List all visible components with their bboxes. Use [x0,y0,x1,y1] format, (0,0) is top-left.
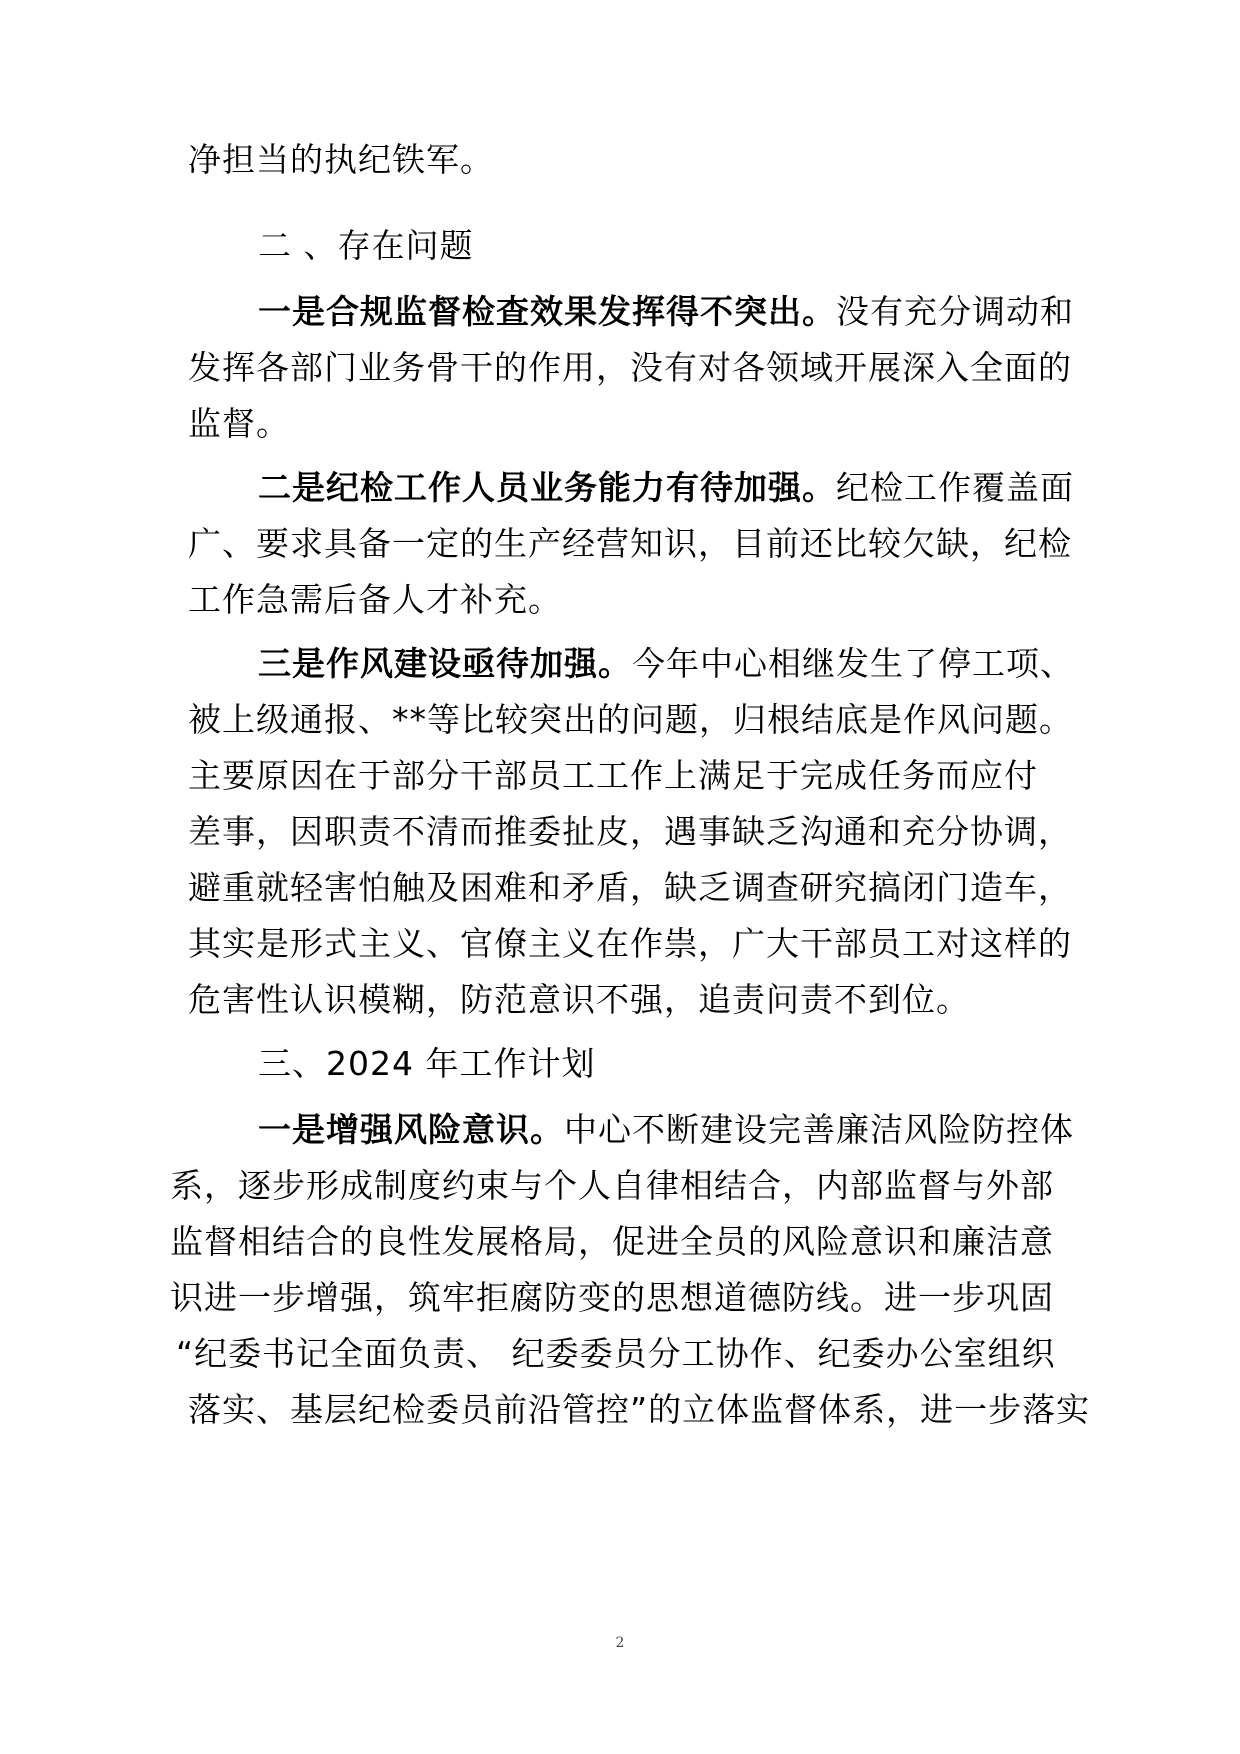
text-line: 监督相结合的良性发展格局，促进全员的风险意识和廉洁意 [170,1222,1054,1261]
page-number: 2 [615,1635,625,1651]
text-line: 系，逐步形成制度约束与个人自律相结合，内部监督与外部 [170,1166,1054,1205]
text-run: 没有充分调动和 [836,292,1074,331]
text-line: 其实是形式主义、官僚主义在作祟，广大干部员工对这样的 [188,924,1072,963]
text-run: 中心不断建设完善廉洁风险防控体 [564,1110,1074,1149]
text-line: 差事，因职责不清而推委扯皮，遇事缺乏沟通和充分协调， [188,812,1072,851]
text-line: 发挥各部门业务骨干的作用，没有对各领域开展深入全面的 [188,348,1072,387]
paragraph-first-line [258,1110,1074,1150]
text-line: 被上级通报、**等比较突出的问题，归根结底是作风问题。 [188,700,1073,739]
text-run: 纪检工作覆盖面 [836,468,1074,507]
text-line: 净担当的执纪铁军。 [188,140,494,179]
text-run: 今年中心相继发生了停工项、 [632,644,1074,683]
text-line: 识进一步增强，筑牢拒腐防变的思想道德防线。进一步巩固 [170,1278,1054,1317]
text-line: 广、要求具备一定的生产经营知识，目前还比较欠缺，纪检 [188,524,1072,563]
paragraph-first-line [258,292,1074,332]
bold-lead: 一是合规监督检查效果发挥得不突出。 [258,292,836,331]
text-line: 主要原因在于部分干部员工工作上满足于完成任务而应付 [188,756,1038,795]
text-line: 危害性认识模糊，防范意识不强，追责问责不到位。 [188,980,970,1019]
text-line: “纪委书记全面负责、 纪委委员分工协作、纪委办公室组织 [176,1334,1056,1373]
bold-lead: 一是增强风险意识。 [258,1110,564,1149]
section-heading-plan: 三、2024 年工作计划 [258,1044,596,1083]
text-line: 监督。 [188,404,290,443]
bold-lead: 二是纪检工作人员业务能力有待加强。 [258,468,836,507]
paragraph-first-line [258,468,1074,508]
section-heading-problems: 二 、存在问题 [258,226,474,265]
text-line: 工作急需后备人才补充。 [188,580,562,619]
text-line: 避重就轻害怕触及困难和矛盾，缺乏调查研究搞闭门造车， [188,868,1072,907]
bold-lead: 三是作风建设亟待加强。 [258,644,632,683]
paragraph-first-line [258,644,1074,684]
text-line: 落实、基层纪检委员前沿管控”的立体监督体系，进一步落实 [188,1390,1091,1429]
